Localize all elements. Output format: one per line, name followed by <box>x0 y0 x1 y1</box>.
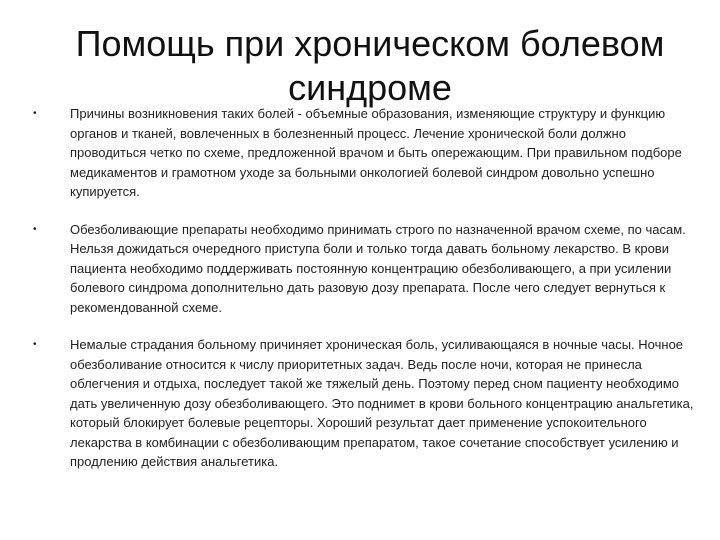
bullet-item <box>22 335 704 472</box>
bullet-text: Обезболивающие препараты необходимо принимать строго по назначенной врачом схеме, по часам. Нельзя дожидаться очередного приступа боли и только тогда давать больному лекарство. В крови пациента необходимо поддерживать постоянную концентрацию обезболивающего, а при усилении болевого синдрома дополнительно дать разовую дозу препарата. После чего следует вернуться к рекомендованной схеме. <box>70 221 686 315</box>
bullet-marker-icon: • <box>33 223 37 235</box>
bullet-item <box>22 104 704 202</box>
bullet-item <box>22 220 704 318</box>
bullet-marker-icon: • <box>33 108 37 119</box>
bullet-text: Причины возникновения таких болей - объемные образования, изменяющие структуру и функцию органов и тканей, вовлеченных в болезненный процесс. Лечение хронической боли должно проводиться четко по схеме, предложенной врачом и быть опережающим. При правильном подборе медикаментов и грамотном уходе за больными онкологией болевой синдром довольно успешно купируется. <box>70 106 682 199</box>
bullet-text: Немалые страдания больному причиняет хроническая боль, усиливающаяся в ночные часы. Ночное обезболивание относится к числу приоритетных задач. Ведь после ночи, которая не принесла облегчения и отдыха, последует такой же тяжелый день. Поэтому перед сном пациенту необходимо дать увеличенную дозу обезболивающего. Это поднимет в крови больного концентрацию анальгетика, который блокирует болевые рецепторы. Хороший результат дает применение успокоительного лекарства в комбинации с обезболивающим препаратом, такое сочетание способствует усилению и продлению действия анальгетика. <box>70 337 694 469</box>
bullet-list <box>22 104 704 472</box>
slide-title: Помощь при хроническом болевом синдроме <box>75 23 665 108</box>
bullet-marker-icon: • <box>33 339 37 350</box>
